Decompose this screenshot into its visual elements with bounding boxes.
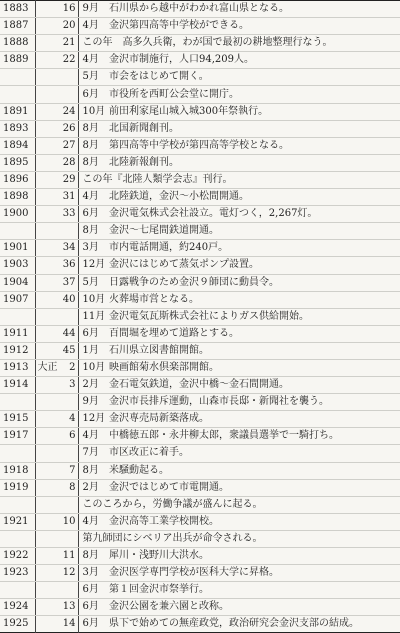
event-cell: 金沢電気瓦斯株式会社によりガス供給開始。 <box>108 308 400 325</box>
month-cell: 6月 <box>78 582 108 599</box>
year-cell <box>0 86 35 103</box>
era-year-cell: 10 <box>62 513 78 530</box>
year-cell <box>0 496 35 513</box>
era-year-cell: 8 <box>62 479 78 496</box>
event-cell: 金沢医学専門学校が医科大学に昇格。 <box>108 565 400 582</box>
year-cell: 1898 <box>0 189 35 206</box>
month-cell: 4月 <box>78 189 108 206</box>
month-cell: 8月 <box>78 462 108 479</box>
year-cell: 1893 <box>0 120 35 137</box>
year-cell <box>0 530 35 547</box>
table-row <box>0 359 400 376</box>
event-cell: 火葬場市営となる。 <box>108 291 400 308</box>
era-cell <box>35 154 62 171</box>
month-cell: 8月 <box>78 137 108 154</box>
era-cell <box>35 274 62 291</box>
month-cell: 4月 <box>78 513 108 530</box>
year-cell: 1904 <box>0 274 35 291</box>
table-row <box>0 189 400 206</box>
year-cell: 1907 <box>0 291 35 308</box>
era-cell <box>35 462 62 479</box>
month-cell: 6月 <box>78 206 108 223</box>
table-row <box>0 206 400 223</box>
event-cell: 中橋徳五郎・永井柳太郎，衆議員選挙で一騎打ち。 <box>108 428 400 445</box>
chronology-rows <box>0 1 400 633</box>
table-row <box>0 530 400 547</box>
year-cell: 1900 <box>0 206 35 223</box>
event-cell: 市内電話開通，約240戸。 <box>108 240 400 257</box>
table-row <box>0 69 400 86</box>
era-cell <box>35 291 62 308</box>
month-cell: 12月 <box>78 411 108 428</box>
year-cell: 1925 <box>3 618 29 630</box>
era-cell <box>35 240 62 257</box>
table-row <box>0 342 400 359</box>
year-cell: 1903 <box>0 257 35 274</box>
year-cell: 1889 <box>0 52 35 69</box>
era-year-cell: 7 <box>62 462 78 479</box>
event-cell: 第四高等中学校が第四高等学校となる。 <box>108 137 400 154</box>
year-cell: 1924 <box>0 599 35 616</box>
era-cell <box>35 120 62 137</box>
table-row <box>0 257 400 274</box>
event-cell: 第九師団にシベリア出兵が命令される。 <box>78 530 400 547</box>
table-row <box>0 223 400 240</box>
table-row <box>0 35 400 52</box>
month-cell: 8月 <box>78 120 108 137</box>
era-year-cell: 13 <box>62 599 78 616</box>
era-cell <box>35 1 62 18</box>
era-cell <box>35 206 62 223</box>
month-cell: 8月 <box>78 223 108 240</box>
era-cell <box>35 103 62 120</box>
era-cell <box>35 582 62 599</box>
era-year-cell: 36 <box>62 257 78 274</box>
era-year-cell: 3 <box>62 377 78 394</box>
era-cell <box>35 171 62 188</box>
event-cell: 金沢第四高等中学校ができる。 <box>108 18 400 35</box>
event-cell: 米騒動起る。 <box>108 462 400 479</box>
table-row <box>0 291 400 308</box>
era-year-cell: 40 <box>62 291 78 308</box>
era-cell <box>35 394 62 411</box>
era-year-cell: 37 <box>62 274 78 291</box>
month-cell: 10月 <box>78 359 108 376</box>
era-year-cell: 24 <box>62 103 78 120</box>
year-cell: 1894 <box>0 137 35 154</box>
month-cell: 12月 <box>78 257 108 274</box>
year-cell <box>0 582 35 599</box>
event-cell: この年 高多久兵衛，わが国で最初の耕地整理行なう。 <box>78 35 400 52</box>
event-cell: 百間堀を埋めて道路とする。 <box>108 325 400 342</box>
month-cell: 4月 <box>78 18 108 35</box>
table-row <box>0 120 400 137</box>
event-cell: 金石電気鉄道，金沢中橋～金石間開通。 <box>108 377 400 394</box>
event-cell: 金沢市制施行，人口94,209人。 <box>108 52 400 69</box>
era-cell <box>35 223 62 240</box>
era-year-cell <box>62 308 78 325</box>
year-cell: 1896 <box>0 171 35 188</box>
event-cell: 石川県立図書館開館。 <box>108 342 400 359</box>
table-row <box>0 513 400 530</box>
event-cell: 市区改正に着手。 <box>108 445 400 462</box>
era-year-cell <box>62 69 78 86</box>
year-cell <box>0 445 35 462</box>
table-row <box>0 86 400 103</box>
event-cell: この年『北陸人類学会志』刊行。 <box>78 171 400 188</box>
month-cell: 3月 <box>78 565 108 582</box>
era-cell <box>35 189 62 206</box>
year-cell: 1918 <box>0 462 35 479</box>
era-cell <box>35 411 62 428</box>
era-year-cell: 21 <box>62 35 78 52</box>
era-cell <box>35 530 62 547</box>
month-cell: 6月 <box>78 86 108 103</box>
era-year-cell: 11 <box>62 548 78 565</box>
event-cell: 金沢～七尾間鉄道開通。 <box>108 223 400 240</box>
year-cell <box>0 394 35 411</box>
era-cell <box>35 513 62 530</box>
year-cell: 1891 <box>0 103 35 120</box>
era-cell <box>35 86 62 103</box>
era-year-cell: 45 <box>62 342 78 359</box>
event-cell: 金沢電気株式会社設立。電灯つく，2,267灯。 <box>108 206 400 223</box>
table-row <box>0 599 400 616</box>
table-row <box>0 496 400 513</box>
year-cell: 1915 <box>0 411 35 428</box>
table-row <box>0 565 400 582</box>
year-cell: 1914 <box>0 377 35 394</box>
table-row <box>0 171 400 188</box>
year-cell: 1917 <box>0 428 35 445</box>
table-row <box>0 154 400 171</box>
era-cell <box>35 599 62 616</box>
era-year-cell: 4 <box>62 411 78 428</box>
era-cell <box>35 377 62 394</box>
era-year-cell: 34 <box>62 240 78 257</box>
era-cell <box>35 137 62 154</box>
event-cell: 県下で始めての無産政党，政治研究会金沢支部の結成。 <box>109 618 359 630</box>
event-cell: 市役所を西町公会堂に開庁。 <box>108 86 400 103</box>
month-cell: 10月 <box>78 291 108 308</box>
era-cell <box>35 35 62 52</box>
table-row <box>0 18 400 35</box>
table-row <box>0 582 400 599</box>
table-row <box>0 479 400 496</box>
event-cell: 金沢にはじめて蒸気ポンプ設置。 <box>108 257 400 274</box>
era-cell <box>35 496 62 513</box>
month-cell: 5月 <box>78 274 108 291</box>
table-row <box>0 428 400 445</box>
month-cell: 9月 <box>78 1 108 18</box>
year-cell: 1888 <box>0 35 35 52</box>
era-cell <box>35 342 62 359</box>
era-cell <box>35 18 62 35</box>
event-cell: 前田利家尾山城入城300年祭執行。 <box>108 103 400 120</box>
event-cell: 石川県から越中がわかれ富山県となる。 <box>108 1 400 18</box>
year-cell: 1923 <box>0 565 35 582</box>
era-year-cell <box>62 582 78 599</box>
era-cell <box>35 445 62 462</box>
era-cell <box>35 52 62 69</box>
era-cell <box>35 325 62 342</box>
event-cell: 金沢公園を兼六園と改称。 <box>108 599 400 616</box>
month-cell: 3月 <box>78 240 108 257</box>
table-row <box>0 394 400 411</box>
era-year-cell <box>62 530 78 547</box>
era-year-cell: 28 <box>62 154 78 171</box>
era-cell <box>35 616 62 633</box>
era-cell <box>35 308 62 325</box>
table-row <box>0 274 400 291</box>
month-cell: 6月 <box>82 618 99 630</box>
month-cell: 8月 <box>78 154 108 171</box>
event-cell: 金沢ではじめて市電開通。 <box>108 479 400 496</box>
month-cell: 6月 <box>78 599 108 616</box>
era-year-cell: 2 <box>62 359 78 376</box>
era-year-cell: 14 <box>62 616 78 633</box>
month-cell: 8月 <box>78 548 108 565</box>
table-row <box>0 1 400 18</box>
era-year-cell: 29 <box>62 171 78 188</box>
month-cell: 7月 <box>78 445 108 462</box>
event-cell: 市会をはじめて開く。 <box>108 69 400 86</box>
event-cell: 金沢専売局新築落成。 <box>108 411 400 428</box>
era-cell <box>35 548 62 565</box>
year-cell <box>0 69 35 86</box>
year-cell: 1901 <box>0 240 35 257</box>
era-year-cell <box>62 394 78 411</box>
month-cell: 4月 <box>78 428 108 445</box>
era-cell <box>35 69 62 86</box>
era-cell <box>35 565 62 582</box>
era-year-cell: 31 <box>62 189 78 206</box>
year-cell: 1913 <box>0 359 35 376</box>
table-row <box>0 137 400 154</box>
table-row <box>0 308 400 325</box>
era-year-cell <box>62 496 78 513</box>
era-year-cell <box>62 445 78 462</box>
event-cell: 映画館菊水倶楽部開館。 <box>108 359 400 376</box>
table-row <box>0 240 400 257</box>
year-cell: 1887 <box>0 18 35 35</box>
event-cell: このころから，労働争議が盛んに起る。 <box>78 496 400 513</box>
event-cell: 北国新聞創刊。 <box>108 120 400 137</box>
month-cell: 1月 <box>78 342 108 359</box>
month-cell: 10月 <box>78 103 108 120</box>
era-year-cell: 27 <box>62 137 78 154</box>
year-cell <box>0 223 35 240</box>
month-cell: 2月 <box>78 377 108 394</box>
table-row <box>0 52 400 69</box>
table-row <box>0 103 400 120</box>
era-year-cell: 44 <box>62 325 78 342</box>
event-cell: 金沢高等工業学校開校。 <box>108 513 400 530</box>
era-year-cell: 20 <box>62 18 78 35</box>
era-year-cell <box>62 86 78 103</box>
era-cell <box>35 428 62 445</box>
era-cell <box>35 257 62 274</box>
table-row <box>0 616 400 633</box>
era-year-cell: 6 <box>62 428 78 445</box>
year-cell: 1922 <box>0 548 35 565</box>
era-cell: 大正 <box>35 359 62 376</box>
year-cell <box>0 308 35 325</box>
era-cell <box>35 479 62 496</box>
table-row <box>0 325 400 342</box>
table-row <box>0 411 400 428</box>
table-row <box>0 445 400 462</box>
year-cell: 1895 <box>0 154 35 171</box>
era-year-cell: 26 <box>62 120 78 137</box>
event-cell: 第１回金沢市祭挙行。 <box>108 582 400 599</box>
era-year-cell: 33 <box>62 206 78 223</box>
table-row <box>0 462 400 479</box>
month-cell: 4月 <box>78 52 108 69</box>
year-cell: 1883 <box>0 1 35 18</box>
table-row <box>0 548 400 565</box>
table-row <box>0 377 400 394</box>
month-cell: 5月 <box>78 69 108 86</box>
event-cell: 金沢市長排斥運動，山森市長邸・新聞社を襲う。 <box>108 394 400 411</box>
era-year-cell <box>62 223 78 240</box>
month-cell: 11月 <box>78 308 108 325</box>
year-cell: 1911 <box>0 325 35 342</box>
era-year-cell: 22 <box>62 52 78 69</box>
year-cell: 1921 <box>0 513 35 530</box>
event-cell: 北陸新報創刊。 <box>108 154 400 171</box>
month-cell: 2月 <box>78 479 108 496</box>
month-cell: 6月 <box>78 325 108 342</box>
event-cell: 北陸鉄道，金沢～小松間開通。 <box>108 189 400 206</box>
era-year-cell: 16 <box>62 1 78 18</box>
year-cell: 1919 <box>0 479 35 496</box>
era-year-cell: 12 <box>62 565 78 582</box>
event-cell: 日露戦争のため金沢９師団に動員令。 <box>108 274 400 291</box>
event-cell: 犀川・浅野川大洪水。 <box>108 548 400 565</box>
month-cell: 9月 <box>78 394 108 411</box>
year-cell: 1912 <box>0 342 35 359</box>
